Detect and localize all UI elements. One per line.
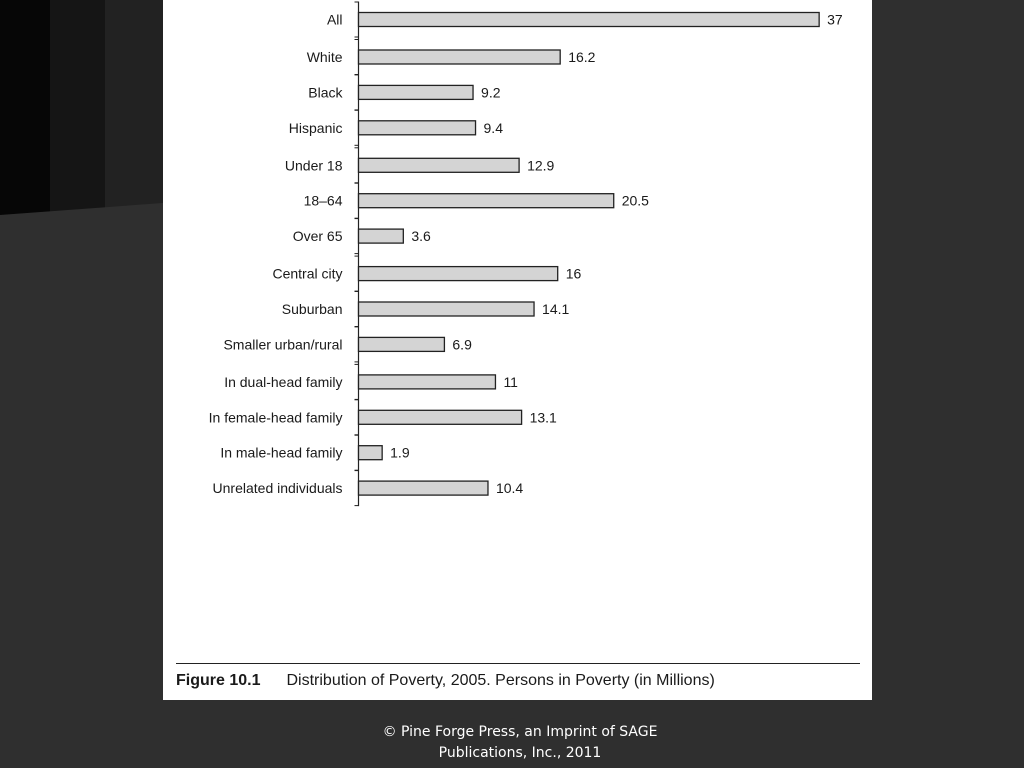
data-label: 14.1 (542, 301, 570, 317)
poverty-bar-chart (163, 0, 872, 660)
bar (359, 446, 383, 460)
bar (359, 85, 474, 99)
copyright-line-2: Publications, Inc., 2011 (438, 745, 602, 761)
bar (359, 410, 522, 424)
data-label: 10.4 (495, 480, 524, 497)
category-label: Hispanic (288, 119, 343, 136)
bar (359, 337, 445, 351)
data-label: 37 (827, 11, 843, 28)
data-label: 20.5 (621, 192, 649, 209)
figure-caption (176, 672, 715, 690)
copyright-line-1: © Pine Forge Press, an Imprint of SAGE (382, 724, 658, 740)
category-label: Smaller urban/rural (223, 336, 343, 353)
data-label: 16 (565, 265, 582, 282)
caption-rule (176, 663, 860, 664)
bar (359, 375, 496, 389)
category-label: Under 18 (284, 157, 343, 174)
data-label: 13.1 (529, 409, 557, 426)
figure-caption-text: Distribution of Poverty, 2005. Persons in Poverty (in Millions) (286, 672, 715, 689)
data-label: 12.9 (527, 157, 555, 174)
copyright-footer (0, 722, 1024, 764)
bar (359, 302, 535, 316)
data-label: 1.9 (390, 444, 410, 461)
corner-decoration (0, 0, 163, 215)
category-label: Over 65 (292, 228, 343, 245)
bar (359, 13, 820, 27)
bar (359, 267, 558, 281)
bar (359, 229, 404, 243)
bar (359, 481, 488, 495)
category-label: 18–64 (303, 192, 343, 209)
data-label: 6.9 (452, 336, 472, 353)
bar (359, 121, 476, 135)
figure-panel (163, 0, 872, 700)
data-label: 3.6 (411, 228, 431, 245)
category-label: All (326, 11, 343, 28)
data-label: 9.2 (481, 84, 501, 101)
category-label: Suburban (281, 301, 343, 317)
data-label: 11 (503, 373, 518, 390)
bar (359, 194, 614, 208)
category-label: Black (308, 84, 343, 101)
bar (359, 50, 561, 64)
category-label: In male-head family (220, 444, 343, 461)
category-label: Unrelated individuals (212, 480, 343, 497)
data-label: 16.2 (568, 49, 596, 65)
data-label: 9.4 (483, 119, 503, 136)
category-label: In female-head family (208, 409, 343, 426)
category-label: White (306, 49, 343, 65)
bar (359, 158, 520, 172)
figure-number: Figure 10.1 (176, 672, 261, 689)
category-label: In dual-head family (224, 373, 343, 390)
category-label: Central city (272, 265, 343, 282)
